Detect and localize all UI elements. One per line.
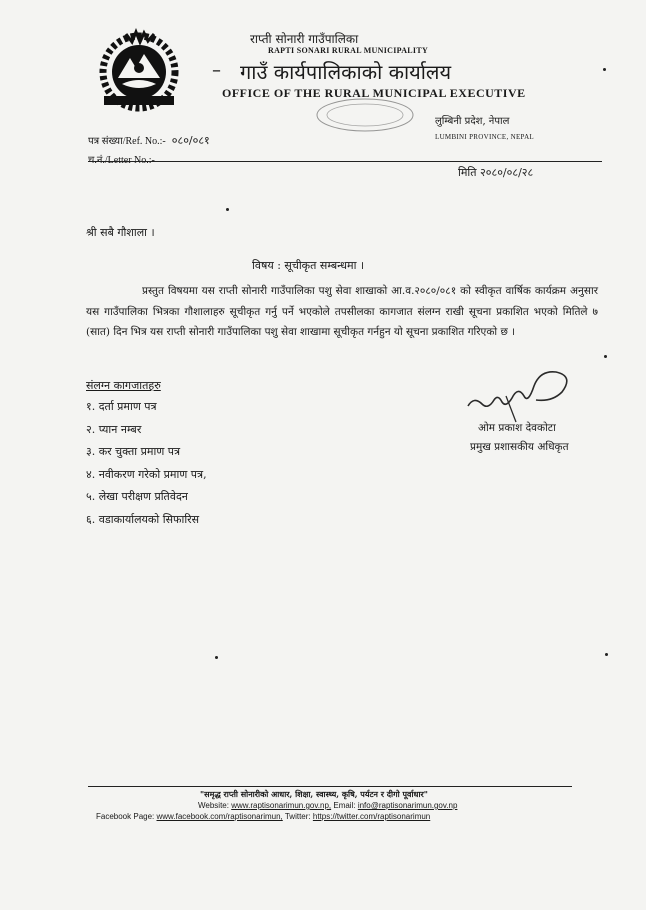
province-nepali: लुम्बिनी प्रदेश, नेपाल xyxy=(435,116,510,127)
speck xyxy=(215,656,218,659)
attachment-item: ३. कर चुक्ता प्रमाण पत्र xyxy=(86,445,181,458)
facebook-label: Facebook Page: xyxy=(96,812,155,821)
signatory-name: ओम प्रकाश देवकोटा xyxy=(478,422,556,434)
email-link[interactable]: info@raptisonarimun.gov.np xyxy=(357,801,458,810)
header-dash: – xyxy=(212,60,221,81)
twitter-link[interactable]: https://twitter.com/raptisonarimun xyxy=(312,812,431,821)
attachments-title: संलग्न कागजातहरु xyxy=(86,379,161,392)
speck xyxy=(226,208,229,211)
municipality-name-nepali: राप्ती सोनारी गाउँपालिका xyxy=(250,32,359,46)
office-stamp-icon xyxy=(305,95,425,135)
ref-value: ०८०/०८१ xyxy=(171,134,210,147)
attachment-item: ५. लेखा परीक्षण प्रतिवेदन xyxy=(86,490,188,503)
office-title-nepali: गाउँ कार्यपालिकाको कार्यालय xyxy=(240,60,452,84)
attachment-item: १. दर्ता प्रमाण पत्र xyxy=(86,400,157,413)
facebook-link[interactable]: www.facebook.com/raptisonarimun, xyxy=(156,812,283,821)
province-english: LUMBINI PROVINCE, NEPAL xyxy=(435,133,535,141)
attachment-item: २. प्यान नम्बर xyxy=(86,422,142,436)
subject-line: विषय : सूचीकृत सम्बन्धमा । xyxy=(252,259,365,272)
website-link[interactable]: www.raptisonarimun.gov.np, xyxy=(231,801,332,810)
footer-slogan: "समृद्ध राप्ती सोनारीको आधार, शिक्षा, स्वास्थ्य, कृषि, पर्यटन र दीगो पूर्वाधार" xyxy=(200,789,428,799)
office-title-english: OFFICE OF THE RURAL MUNICIPAL EXECUTIVE xyxy=(222,86,526,100)
speck xyxy=(603,68,606,71)
signatory-title: प्रमुख प्रशासकीय अधिकृत xyxy=(470,441,569,453)
municipality-name-english: RAPTI SONARI RURAL MUNICIPALITY xyxy=(268,46,429,55)
website-label: Website: xyxy=(198,801,229,810)
nepal-emblem-icon xyxy=(96,28,182,114)
letter-date: मिति २०८०/०८/२८ xyxy=(458,166,534,179)
signature-icon xyxy=(462,366,582,428)
letter-number-label: च.नं./Letter No.:- xyxy=(88,155,155,166)
attachment-item: ६. वडाकार्यालयको सिफारिस xyxy=(86,512,200,526)
twitter-label: Twitter: xyxy=(284,812,311,821)
speck xyxy=(605,653,608,656)
email-label: Email: xyxy=(333,801,356,810)
header-divider xyxy=(88,161,602,162)
body-paragraph: प्रस्तुत विषयमा यस राप्ती सोनारी गाउँपालिका पशु सेवा शाखाको आ.व.२०८०/०८१ को स्वीकृत वार्षिक कार्यक्रम अनुसार यस गाउँपालिका भित्रका गौशालाहरु सूचीकृत गर्नु पर्ने भएकोले तपसीलका कागजात संलग्न राखी सूचना प्रकाशित भएको मितिले ७ (सात) दिन भित्र यस राप्ती सोनारी गाउँपालिका पशु सेवा शाखामा सूचीकृत गर्नहुन यो सूचना प्रकाशित गरिएको छ । xyxy=(86,285,598,338)
footer-divider xyxy=(88,786,572,787)
footer-contact xyxy=(198,801,457,810)
speck xyxy=(604,355,607,358)
attachments-list xyxy=(86,396,207,531)
attachment-item: ४. नवीकरण गरेको प्रमाण पत्र, xyxy=(86,467,207,481)
ref-number xyxy=(88,133,210,148)
recipient: श्री सबै गौशाला । xyxy=(86,226,155,239)
footer-social xyxy=(96,812,430,821)
ref-label: पत्र संख्या/Ref. No.:- xyxy=(88,136,166,147)
